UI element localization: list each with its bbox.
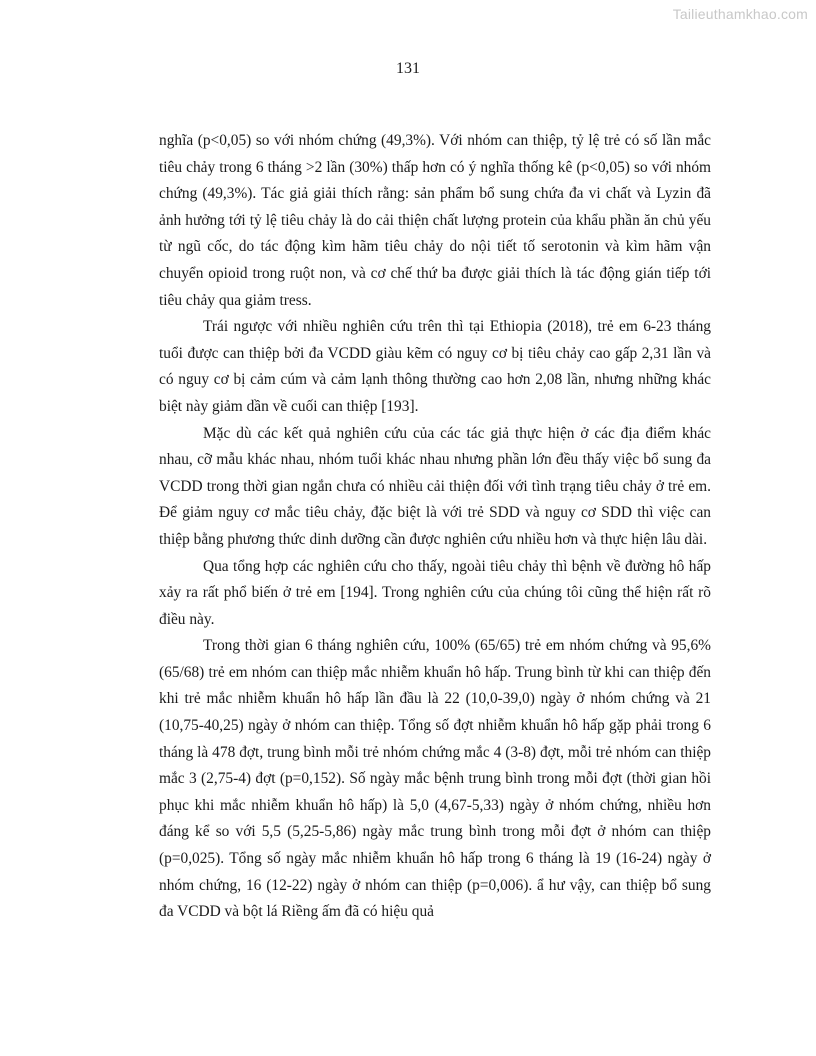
- paragraph-2: Trái ngược với nhiều nghiên cứu trên thì tại Ethiopia (2018), trẻ em 6-23 tháng tuổi được can thiệp bởi đa VCDD giàu kẽm có nguy cơ bị tiêu chảy cao gấp 2,31 lần và có nguy cơ bị cảm cúm và cảm lạnh thông thường cao hơn 2,08 lần, nhưng những khác biệt này giảm dần về cuối can thiệp [193].: [159, 318, 711, 415]
- page-number: 131: [396, 60, 420, 77]
- document-body: [159, 128, 711, 926]
- paragraph-1: nghĩa (p<0,05) so với nhóm chứng (49,3%). Với nhóm can thiệp, tỷ lệ trẻ có số lần mắc tiêu chảy trong 6 tháng >2 lần (30%) thấp hơn có ý nghĩa thống kê (p<0,05) so với nhóm chứng (49,3%). Tác giả giải thích rằng: sản phẩm bổ sung chứa đa vi chất và Lyzin đã ảnh hưởng tới tỷ lệ tiêu chảy là do cải thiện chất lượng protein của khẩu phần ăn chủ yếu từ ngũ cốc, do tác động kìm hãm tiêu chảy do nội tiết tố serotonin và kìm hãm vận chuyển opioid trong ruột non, và cơ chế thứ ba được giải thích là tác động gián tiếp tới tiêu chảy qua giảm tress.: [159, 132, 711, 309]
- paragraph-4: Qua tổng hợp các nghiên cứu cho thấy, ngoài tiêu chảy thì bệnh về đường hô hấp xảy ra rất phổ biến ở trẻ em [194]. Trong nghiên cứu của chúng tôi cũng thể hiện rất rõ điều này.: [159, 557, 711, 628]
- paragraph-5: Trong thời gian 6 tháng nghiên cứu, 100% (65/65) trẻ em nhóm chứng và 95,6% (65/68) trẻ em nhóm can thiệp mắc nhiễm khuẩn hô hấp. Trung bình từ khi can thiệp đến khi trẻ mắc nhiễm khuẩn hô hấp lần đầu là 22 (10,0-39,0) ngày ở nhóm chứng và 21 (10,75-40,25) ngày ở nhóm can thiệp. Tổng số đợt nhiễm khuẩn hô hấp gặp phải trong 6 tháng là 478 đợt, trung bình mỗi trẻ nhóm chứng mắc 4 (3-8) đợt, mỗi trẻ nhóm can thiệp mắc 3 (2,75-4) đợt (p=0,152). Số ngày mắc bệnh trung bình trong mỗi đợt (thời gian hồi phục khi mắc nhiễm khuẩn hô hấp) là 5,0 (4,67-5,33) ngày ở nhóm chứng, nhiều hơn đáng kể so với 5,5 (5,25-5,86) ngày mắc trung bình trong mỗi đợt ở nhóm can thiệp (p=0,025). Tổng số ngày mắc nhiễm khuẩn hô hấp trong 6 tháng là 19 (16-24) ngày ở nhóm chứng, 16 (12-22) ngày ở nhóm can thiệp (p=0,006). ẩ hư vậy, can thiệp bổ sung đa VCDD và bột lá Riềng ấm đã có hiệu quả: [159, 637, 711, 921]
- watermark-text: Tailieuthamkhao.com: [672, 6, 808, 22]
- paragraph-3: Mặc dù các kết quả nghiên cứu của các tác giả thực hiện ở các địa điểm khác nhau, cỡ mẫu khác nhau, nhóm tuổi khác nhau nhưng phần lớn đều thấy việc bổ sung đa VCDD trong thời gian ngắn chưa có nhiều cải thiện đối với tình trạng tiêu chảy ở trẻ em. Để giảm nguy cơ mắc tiêu chảy, đặc biệt là với trẻ SDD và nguy cơ SDD thì việc can thiệp bằng phương thức dinh dưỡng cần được nghiên cứu nhiều hơn và thực hiện lâu dài.: [159, 424, 711, 548]
